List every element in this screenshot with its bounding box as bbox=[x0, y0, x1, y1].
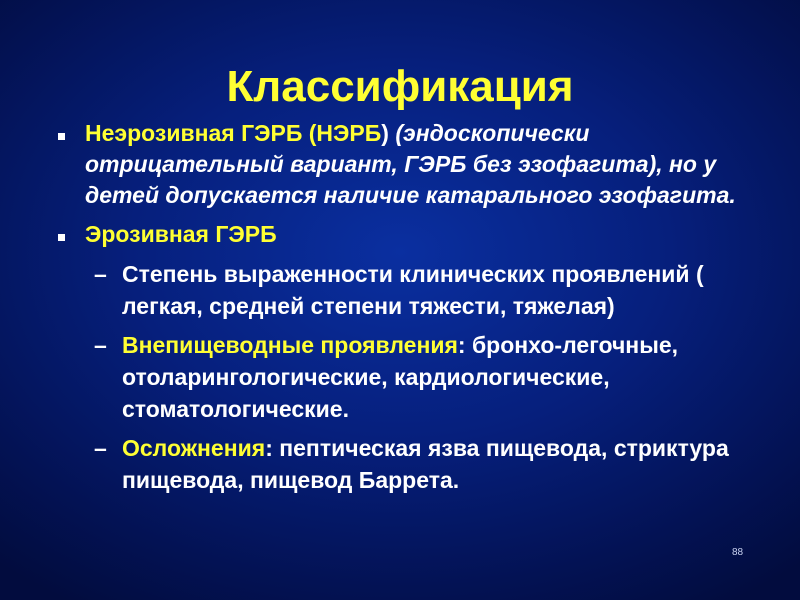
slide-content bbox=[58, 118, 778, 503]
extraesophageal-term: Внепищеводные проявления bbox=[122, 332, 458, 358]
bullet-nerd bbox=[58, 118, 778, 211]
page-number: 88 bbox=[732, 547, 744, 558]
sub-item-severity bbox=[94, 258, 762, 322]
nerd-term-close: ) bbox=[381, 120, 389, 146]
complications-text: : пептическая язва пищевода, стриктура пищевода, пищевод Баррета. bbox=[122, 435, 729, 493]
dash-bullet: – bbox=[94, 332, 107, 358]
sub-item-complications bbox=[94, 432, 762, 496]
bullet-erd bbox=[58, 219, 778, 250]
erd-term: Эрозивная ГЭРБ bbox=[85, 221, 277, 247]
extraesophageal-text: : бронхо-легочные, отоларингологические, кардиологические, стоматологические. bbox=[122, 332, 679, 422]
severity-text: Степень выраженности клинических проявлений ( легкая, средней степени тяжести, тяжелая) bbox=[122, 261, 704, 319]
sub-item-extraesophageal bbox=[94, 329, 762, 425]
nerd-detail: (эндоскопически отрицательный вариант, ГЭРБ без эзофагита), но у детей допускается наличие катарального эзофагита. bbox=[85, 120, 736, 208]
complications-term: Осложнения bbox=[122, 435, 266, 461]
square-bullet-icon bbox=[58, 234, 65, 241]
slide-title: Классификация bbox=[226, 62, 574, 111]
dash-bullet: – bbox=[94, 261, 107, 287]
nerd-term: Неэрозивная ГЭРБ (НЭРБ bbox=[85, 120, 382, 146]
dash-bullet: – bbox=[94, 435, 107, 461]
square-bullet-icon bbox=[58, 133, 65, 140]
